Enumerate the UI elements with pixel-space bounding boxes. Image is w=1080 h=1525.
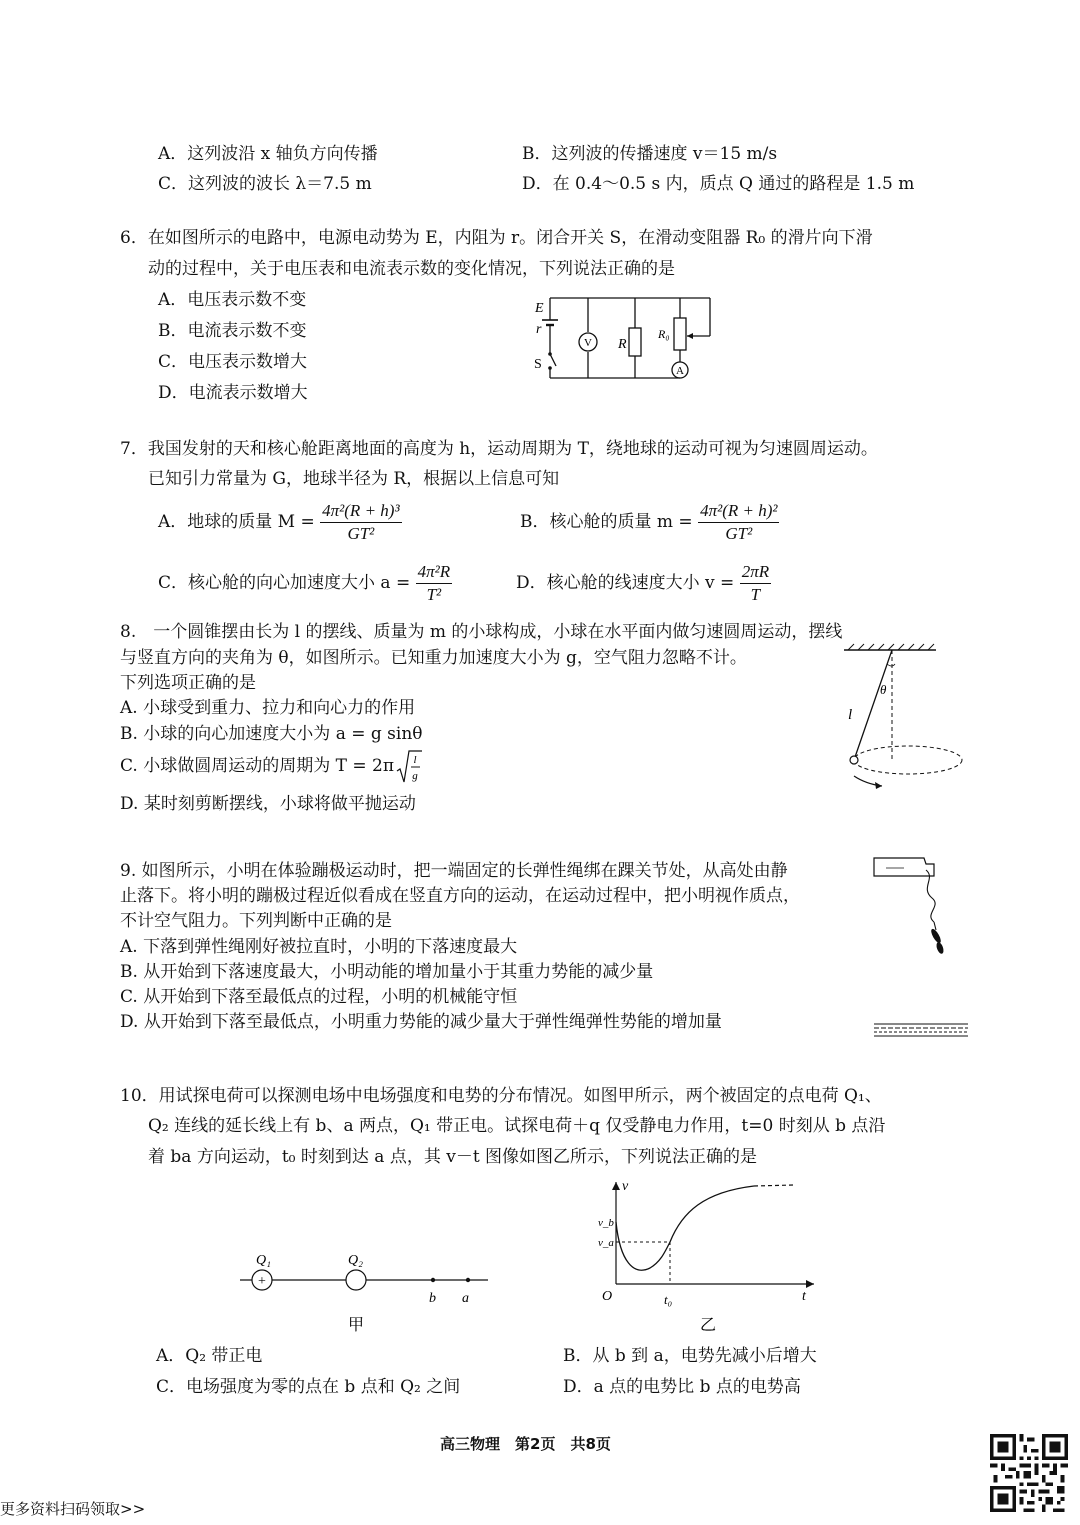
q10-label-va: v_a bbox=[598, 1237, 614, 1249]
q8-option-c bbox=[120, 747, 422, 786]
q6-label-e: E bbox=[535, 301, 544, 316]
q10-figure-yi bbox=[594, 1176, 824, 1336]
q10-label-q1: Q₁ bbox=[256, 1253, 271, 1268]
page-footer: 高三物理 第2页 共8页 bbox=[440, 1435, 611, 1453]
q8-label-theta: θ bbox=[880, 682, 887, 697]
q7-option-a bbox=[158, 500, 402, 545]
q7-option-a-label: A．地球的质量 M = bbox=[158, 512, 315, 532]
q10-option-b: B．从 b 到 a，电势先减小后增大 bbox=[563, 1346, 817, 1366]
q10-caption-yi: 乙 bbox=[700, 1317, 717, 1334]
q8-sqrt-numerator: l bbox=[413, 754, 417, 766]
q7-option-c-numerator: 4π²R bbox=[416, 561, 453, 584]
q10-q1-plus-sign: + bbox=[258, 1274, 266, 1289]
q7-option-c bbox=[158, 561, 452, 606]
q6-ammeter-label: A bbox=[676, 365, 684, 377]
q7-option-a-numerator: 4π²(R + h)³ bbox=[320, 500, 401, 523]
q9-bungee-diagram bbox=[864, 852, 974, 1042]
q9-option-c: C. 从开始到下落至最低点的过程，小明的机械能守恒 bbox=[120, 987, 518, 1007]
q7-option-b-label: B．核心舱的质量 m = bbox=[520, 512, 693, 532]
q6-label-r0: R₀ bbox=[658, 327, 670, 341]
q7-option-b bbox=[520, 500, 779, 545]
q8-option-a: A. 小球受到重力、拉力和向心力的作用 bbox=[120, 698, 416, 718]
q7-option-a-denominator: GT² bbox=[347, 524, 375, 543]
q10-stem-line-2: Q₂ 连线的延长线上有 b、a 两点，Q₁ 带正电。试探电荷＋q 仅受静电力作用，t=0 时刻从 b 点沿 bbox=[148, 1116, 886, 1136]
q6-option-b: B．电流表示数不变 bbox=[158, 321, 307, 341]
q8-option-b: B. 小球的向心加速度大小为 a = g sinθ bbox=[120, 724, 423, 744]
q6-label-r: r bbox=[536, 322, 542, 337]
q6-label-s: S bbox=[534, 357, 542, 372]
q5-option-a: A．这列波沿 x 轴负方向传播 bbox=[158, 144, 378, 164]
q7-stem-line-1: 7．我国发射的天和核心舱距离地面的高度为 h，运动周期为 T，绕地球的运动可视为匀速圆周运动。 bbox=[120, 439, 878, 459]
q7-option-d-numerator: 2πR bbox=[740, 561, 771, 584]
q6-option-c: C．电压表示数增大 bbox=[158, 352, 308, 372]
q10-axis-label-t: t bbox=[802, 1289, 806, 1304]
q8-option-d: D. 某时刻剪断摆线，小球将做平抛运动 bbox=[120, 794, 416, 814]
q6-option-a: A．电压表示数不变 bbox=[158, 290, 307, 310]
q7-option-c-denominator: T² bbox=[426, 585, 442, 604]
q10-figure-jia bbox=[236, 1250, 496, 1340]
q6-stem-line-1: 6．在如图所示的电路中，电源电动势为 E，内阻为 r。闭合开关 S，在滑动变阻器 R₀ 的滑片向下滑 bbox=[120, 228, 873, 248]
q7-option-d-denominator: T bbox=[750, 585, 761, 604]
q8-stem-line-1: 8. 一个圆锥摆由长为 l 的摆线、质量为 m 的小球构成，小球在水平面内做匀速圆周运动，摆线 bbox=[120, 622, 843, 642]
q10-label-q2: Q₂ bbox=[348, 1253, 363, 1268]
q10-stem-line-3: 着 ba 方向运动，t₀ 时刻到达 a 点，其 v－t 图像如图乙所示，下列说法正确的是 bbox=[148, 1147, 758, 1167]
q5-option-d: D．在 0.4～0.5 s 内，质点 Q 通过的路程是 1.5 m bbox=[522, 174, 915, 194]
q10-label-t0: t₀ bbox=[664, 1292, 673, 1307]
q7-option-b-numerator: 4π²(R + h)² bbox=[698, 500, 779, 523]
q7-stem-line-2: 已知引力常量为 G，地球半径为 R，根据以上信息可知 bbox=[148, 469, 560, 489]
q7-option-b-denominator: GT² bbox=[725, 524, 753, 543]
q6-option-d: D．电流表示数增大 bbox=[158, 383, 308, 403]
q10-label-vb: v_b bbox=[598, 1217, 614, 1229]
q6-voltmeter-label: V bbox=[584, 337, 592, 349]
q9-option-a: A. 下落到弹性绳刚好被拉直时，小明的下落速度最大 bbox=[120, 937, 518, 957]
q8-stem-line-2: 与竖直方向的夹角为 θ，如图所示。已知重力加速度大小为 g，空气阻力忽略不计。 bbox=[120, 648, 747, 668]
q5-option-b: B．这列波的传播速度 v＝15 m/s bbox=[522, 144, 778, 164]
q9-option-b: B. 从开始到下落速度最大，小明动能的增加量小于其重力势能的减少量 bbox=[120, 962, 654, 982]
q10-caption-jia: 甲 bbox=[348, 1317, 365, 1334]
q10-axis-label-v: v bbox=[622, 1179, 629, 1194]
q8-label-l: l bbox=[848, 707, 853, 723]
q8-sqrt-denominator: g bbox=[412, 770, 418, 782]
q10-option-a: A．Q₂ 带正电 bbox=[156, 1346, 263, 1366]
q10-label-b: b bbox=[429, 1291, 436, 1306]
q6-label-resistor: R bbox=[618, 337, 627, 352]
q8-conical-pendulum-diagram bbox=[840, 644, 970, 794]
q10-option-c: C．电场强度为零的点在 b 点和 Q₂ 之间 bbox=[156, 1377, 461, 1397]
q10-option-d: D．a 点的电势比 b 点的电势高 bbox=[563, 1377, 801, 1397]
q9-stem-line-2: 止落下。将小明的蹦极过程近似看成在竖直方向的运动，在运动过程中，把小明视作质点， bbox=[120, 886, 800, 906]
q7-option-d bbox=[516, 561, 771, 606]
q8-sqrt-symbol bbox=[396, 749, 422, 785]
q6-circuit-diagram bbox=[530, 292, 730, 392]
q10-stem-line-1: 10．用试探电荷可以探测电场中电场强度和电势的分布情况。如图甲所示，两个被固定的点电荷 Q₁、 bbox=[120, 1086, 882, 1106]
q9-stem-line-1: 9. 如图所示，小明在体验蹦极运动时，把一端固定的长弹性绳绑在踝关节处，从高处由静 bbox=[120, 861, 788, 881]
q7-option-d-label: D．核心舱的线速度大小 v = bbox=[516, 573, 735, 593]
q10-label-a: a bbox=[462, 1291, 469, 1306]
qr-code-icon[interactable] bbox=[990, 1434, 1068, 1512]
more-resources-link[interactable]: 更多资料扫码领取>> bbox=[0, 1500, 146, 1518]
q8-option-c-text: C. 小球做圆周运动的周期为 T = 2π bbox=[120, 756, 394, 776]
q7-option-c-label: C．核心舱的向心加速度大小 a = bbox=[158, 573, 411, 593]
q8-stem-line-3: 下列选项正确的是 bbox=[120, 673, 256, 693]
q10-label-origin: O bbox=[602, 1289, 613, 1304]
q9-stem-line-3: 不计空气阻力。下列判断中正确的是 bbox=[120, 911, 392, 931]
q5-option-c: C．这列波的波长 λ＝7.5 m bbox=[158, 174, 372, 194]
q6-stem-line-2: 动的过程中，关于电压表和电流表示数的变化情况，下列说法正确的是 bbox=[148, 259, 675, 279]
q9-option-d: D. 从开始到下落至最低点，小明重力势能的减少量大于弹性绳弹性势能的增加量 bbox=[120, 1012, 722, 1032]
